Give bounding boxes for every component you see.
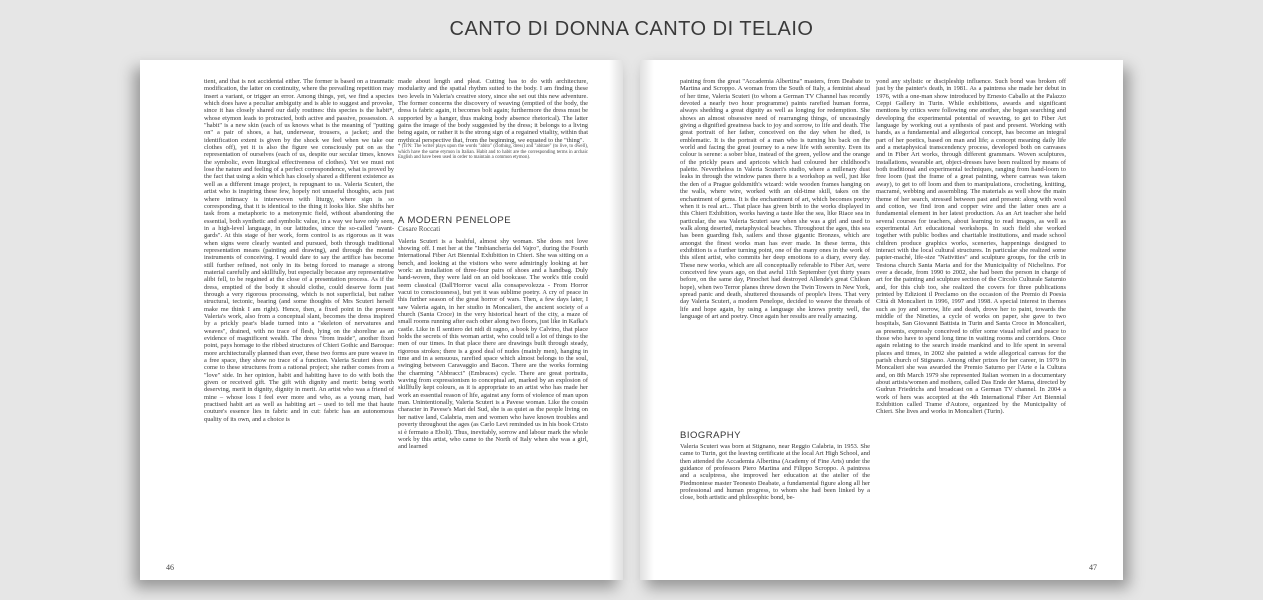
section-text: Valeria Scuteri is a bashful, almost shy woman. She does not love showing off. I met her at the "Imbiancheria del Vajro", during the Fourth International Fiber Art Biennial Exhibition in Chieri. She was sitting on a bench, and looking at the visitors who were admiringly looking at her work: an installation of three-four pairs of shoes and a handbag. Duly hand-woven, they were laid on an old bookcase. The work's title could seem classical (Dall'Horror vacui alla consapevolezza - From Horror vacui to consciousness), but yet it was sublime poetry. A cry of peace in this further season of the great horror of wars. Then, a few days later, I saw Valeria again, in her studio in Moncalieri, the ancient society of a church (Santa Croce) in the very historical heart of the city, a maze of small rooms running after each other along two floors, just like in Kafka's castle. Like in Il sentiero dei nidi di ragno, a book by Calvino, that place holds the secrets of this woman artist, who could tell a lot of things to the men of our times. In that place there are drawings built through steady, rigorous strokes; there is a good deal of nudes (mainly men), hanging in time and in a sensuous, rarefied space which almost belongs to the soul, swinging between Caravaggio and Bacon. There are the works forming the charming "Abbracci" (Embraces) cycle. There are great portraits, waving from expressionism to conceptual art, marked by an explosion of skillfully kept colours, as it is appropriate to an artist who has made her work an essential reason of life, against any form of violence of man upon man. Unintentionally, Valeria Scuteri is a Pavese woman. Like the cousin character in Pavese's Mari del Sud, she is as quiet as the people living on her native land, Calabria, men and women who have known troubles and poverty throughout the ages (as Carlo Levi reminded us in his book Cristo si è fermato a Eboli). Thus, inevitably, sorrow and labour mark the whole work by this artist, who came to the North of Italy when she was a girl, and learned: [398, 237, 588, 451]
section-heading: A MODERN PENELOPE: [398, 214, 512, 226]
biography-text: Valeria Scuteri was born at Stignano, near Reggio Calabria, in 1953. She came to Turin, got the leaving certificate at the local Art High School, and then attended the Accademia Albertina (Academy of Fine Arts) under the guidance of professors Piero Martina and Filippo Scroppo. A paintress and a sculptress, she improved her education at the atelier of the Piedmontese master Teonesto Deabate, a fundamental figure along all her professional and human progress, to whom she had been linked by a close, both artistic and philosophic bond, be-: [680, 443, 870, 502]
biography-text-continued: yond any stylistic or discipleship influence. Such bond was broken off just by the painter's death, in 1981. As a paintress she made her debut in 1976, with a one-man show introduced by Ernesto Caballo at the Palazzo Ceppi Gallery in Turin. While exhibitions, awards and significant mentions by critics were following one another, she began searching and developing the experimental potential of weaving, to get to Fiber Art language by working out a synthesis of past and present. Working with hands, as a fundamental and allegorical concept, has become an integral part of her poetics, based on man and life; a concept meaning daily life and a metaphysical transcendency process, developed both on canvases and in Fiber Art works, through different grammars. Woven sculptures, installations, wearable art, object-dresses have been realized by means of both traditional and experimental techniques, ranging from hand-loom to free loom (just the frame of a great painting, where canvas was taken away), to get to off loom and then to manipulations, crocheting, knitting, macramé, webbing and assembling. The materials as well show the main theme of her search, stressed between past and present: along with wool and cotton, we find iron and copper wire and the latter ones are a fundamental element in her latest production. As an Art teacher she held several courses for teachers, about learning to read images, as well as experimental Art educational workshops. In such field she worked together with public bodies and charitable institutions, and made school children produce graphics works, sceneries, happenings designed to interact with the local cultural structures. In particular she realized some papier-maché, life-size "Nativities" and sculpture groups, for the crib in Testona church Santa Maria and for the Municipality of Nichelino. For over a decade, from 1990 to 2002, she had been the person in charge of art for the painting and sculpture section of the Circolo Culturale Saturnio and, for this club too, she realized the covers for three publications printed by Edizioni il Preclamo on the occasion of the Premio di Poesia Città di Moncalieri in 1996, 1997 and 1998. A special interest in themes such as joy and sorrow, life and death, drove her to paint, towards the middle of the Nineties, a cycle of works on paper, she gave to two hospitals, San Giovanni Battista in Turin and Santa Croce in Moncalieri, as presents, expressly conceived to offer some visual relief and peace to those who have to spend long time in waiting rooms and corridors. Once again relating to the search inside mankind and to life spent in several places and times, in 2002 she painted a wide allegorical canvas for the parish church of Stignano. Among other prizes for her career, in 1979 in Moncalieri she was awarded the Premio Saturno per l'Arte e la Cultura and, on 8th March 1979 she represented Italian women in a documentary about artists/women and mothers, called Das Ende der Mama, directed by Gudrun Friedrichs and broadcast on a German TV channel. In 2004 a work of hers was accepted at the 4th International Fiber Art Biennial Exhibition called Trame d'Autore, organized by the Municipality of Chieri. She lives and works in Moncalieri (Turin).: [876, 78, 1066, 416]
biography-heading: BIOGRAPHY: [680, 430, 741, 441]
gutter-shadow: [640, 60, 654, 580]
section-author: Cesare Roccati: [398, 225, 441, 234]
section-text-continued: painting from the great "Accademia Albertina" masters, from Deabate to Martina and Scroppo. A woman from the South of Italy, a feminist ahead of her time, Valeria Scuteri (to whom a German TV Channel has recently devoted a nearly two hour programme) paints rarefied human forms, always shedding a great dignity as well as longing for redemption. She shows an almost obsessive need of rearranging things, of unceasingly giving a dignified greatness back to joy and sorrow, to life and death. The great portrait of her father, conceived on the day when he died, is emblematic. It is the portrait of a man who is turning his back on the world and facing the great journey to a new life with serenity. Even its colour is serene: a sober blue, instead of the green, yellow and the orange of the prickly pears and apricots which had coloured her childhood's palette. Nevertheless in Valeria Scuteri's studio, where a millenary dust leaks in through the window panes there is a workshop as well, just like the den of a Prague goldsmith's wizard: wide wooden frames hanging on the walls, where wire, worked with an old-time skill, takes on the enchantment of gems. It is the enchantment of art, which becomes poetry when it is real art... That place has given birth to the works displayed in this Chieri Exhibition, works having a taste like the sea, like Riace sea in particular, the sea Valeria Scuteri saw when she was a girl and used to walk along deserted, metaphysical beaches. Throughout the ages, this sea has been guarding fish, sailers and those gigantic Bronzes, which are amongst the finest works man has ever made. In these terms, this exhibition is a further turning point, one of the many ones in the work of this silent artist, who commits her deep emotions to a diary, every day. These new works, which are all conceptually referable to Fiber Art, were conceived few years ago, on that awful 11th September (yet thirty years before, on the same day, Pinochet had destroyed Allende's great Chilean hope), when two Terror planes threw down the Twin Towers in New York, spread panic and death, shuttered thousands of people's lives. That very day Valeria Scuteri, a modern Penelope, decided to weave the threads of life and hope again, by using a language she knows pretty well, the language of art and poetry. Once again her results are really amazing.: [680, 78, 870, 320]
essay-text-continued: made about length and pleat. Cutting has to do with architecture, modularity and the spatial rhythm suited to the body. I am finding these two levels in Valeria's creative story, since she set out this new adventure. The former concerns the discovery of weaving (emptied of the body, the dress is fabric again, it becomes bolt again; furthermore the dress must be supported by a hanger, thus making body absence rhetorical). The latter gains the image of the body suggested by the dress; it belongs to a living being again, or rather it is the strong sign of a regained vitality, within that mythical perspective that, from the beginning, we equated to the "thing".: [398, 78, 588, 144]
translator-footnote: * (TrN: The writer plays upon the words "abito" (clothing, dress) and "abitare" (to live, to dwell), which have the same etymon in Italian. Habit and to habit are the corresponding terms in archaic English and have been used in order to maintain a common etymon).: [398, 144, 588, 161]
right-page: [640, 60, 1123, 580]
right-column-2: [876, 78, 1066, 568]
page-number-right: 47: [1089, 563, 1097, 572]
biography-text-block: [680, 443, 870, 573]
left-page: [140, 60, 623, 580]
book-title-banner: CANTO DI DONNA CANTO DI TELAIO: [449, 18, 814, 40]
left-column-1: [204, 78, 394, 558]
right-column-1: [680, 78, 870, 378]
gutter-shadow: [609, 60, 623, 580]
essay-text: tient, and that is not accidental either. The former is based on a traumatic modification, the latter on continuity, where the prevailing repetition may insert a variant, or trigger an error. Among things, yet, we find a species which does have a peculiar ambiguity and is able to suggest and provoke, since it has closely shared our daily routines: this species is the habit*, whose etymon leads to protracted, both active and passive, possession. A "habit" is a new skin (each of us knows what is the meaning of "putting on" a pair of shoes, a hat, underwear, trousers, a jacket; and the identification extent is given by the shock we feel when we take our clothes off), yet it is also the figure we consciously put on as the representation of ourselves (each of us, despite our secular times, knows the symbolic, even liturgical effectiveness of clothes). Yet we must not lose the nature and feeling of a perfect correspondence, what is proved by the fact that using a skin which has closely shared a different existence as well as a different image project, is repugnant to us. Valeria Scuteri, the artist who is inspiring these few, hopely not unuseful thoughts, acts just where intimacy is interwoven with liturgy, where sign is so corresponding, that it is identical to the thing it looks like. She shifts her task from a metaphoric to a metonymic field, without abandoning the essential, both synthetic and symbolic value, in a way we have only seen, in a high-level language, in our latitudes, since the so-called "avant-gards". At this stage of her work, form control is as rigorous as it was when signs were clearly wanted and pursued, both through traditional representation means (painting and drawing), and through the mental instruments of conceiving. I would dare to say the artifice has become still further refined, not only in its being forced to manage a strong material carefully and skillfully, but especially because any representative alibi fell, to be regained at the close of a presentation process. As if the dress, emptied of the body it should clothe, could deserve form just through a very rigorous processing, which is not superficial, but rather structural, tectonic, bearing (and some thoughts of Mrs Scuteri herself make me think I am right). Hence, then, a fixed point in the present Valeria's work, also from a conceptual slant, becomes the dress inspired by a prickly pear's blade turned into a "skeleton of nervatures and weaves", drained, with no trace of flesh, lying on the shoreline as an evidence of magnificent wealth. The dress "from inside", another fixed point, pays homage to the ribbed structures of Chieri Gothic and Baroque: more architecturally planned than ever, these two forms are pure weave in a free space, they show no trace of a function. Valeria Scuteri does not come to these structures from a rational project; she rather comes from a "love" side. In her opinion, habit and habiting have to do with both the given or received gift. The gift with dignity and merit: being worth deserving, merit in dignity, dignity in merit. An artist who was a friend of mine – whose loss I feel ever more and who, as a young man, had practised habit art as well as habiting art – used to tell me that haute couture's essence lies in fabric and in cut: fabric has an autonomous quality of its own, and a choice is: [204, 78, 394, 423]
left-column-2: [398, 78, 588, 568]
page-number-left: 46: [166, 563, 174, 572]
